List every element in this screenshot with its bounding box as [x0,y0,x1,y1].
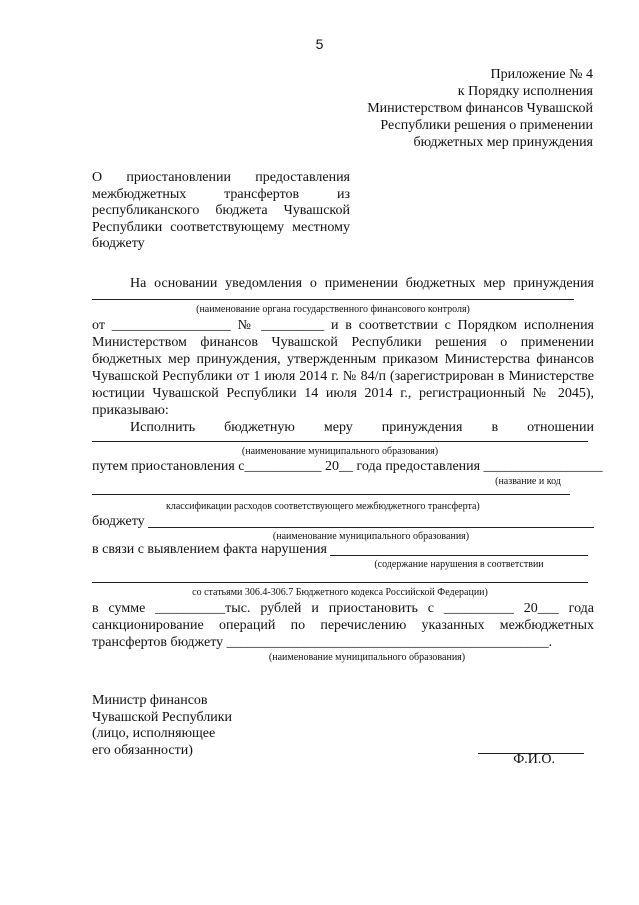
appendix-line: Приложение № 4 [490,67,593,82]
execute-line: Исполнить бюджетную меру принуждения в отношении [130,420,594,435]
paragraph-line: приказываю: [92,403,169,418]
classification-blank [92,494,570,495]
sum-line: санкционирование операций по перечислению указанных межбюджетных [92,618,594,633]
paragraph-line: юстиции Чувашской Республики 14 июля 2014 г., регистрационный № 2045), [92,386,594,401]
budget-blank [148,527,594,528]
violation-blank [330,555,588,556]
document-subject [92,170,350,253]
fio-label: Ф.И.О. [513,752,555,767]
caption-municipal: (наименование муниципального образования) [268,652,466,663]
signature-line: (лицо, исполняющее [92,726,216,741]
appendix-line: бюджетных мер принуждения [413,135,593,150]
budget-label: бюджету [92,514,145,529]
caption-name-code: (название и код [495,476,561,487]
signature-line: Чувашской Республики [92,709,233,725]
intro-line: На основании уведомления о применении бюджетных мер принуждения [130,276,594,291]
appendix-line: Министерством финансов Чувашской [367,101,593,116]
signature-block [92,693,232,759]
violation-label: в связи с выявлением факта нарушения [92,542,327,557]
paragraph-line: Министерством финансов Чувашской Республики решения о применении [92,335,594,350]
appendix-header [333,66,593,151]
subject-line: республиканского бюджета Чувашской [92,203,350,218]
violation-blank-2 [92,582,588,583]
subject-line: О приостановлении предоставления [92,170,350,185]
paragraph-line: Чувашской Республики от 1 июля 2014 г. № 84/п (зарегистрирован в Министерстве [92,369,594,384]
caption-classification: классификации расходов соответствующего межбюджетного трансферта) [166,501,480,512]
municipal-blank [92,441,588,442]
signature-line: Министр финансов [92,693,208,708]
sum-line: в сумме __________тыс. рублей и приостановить с __________ 20___ года [92,601,594,616]
subject-line: межбюджетных трансфертов из [92,186,350,202]
sum-line: трансфертов бюджету ______________________________________________. [92,635,553,650]
caption-municipal: (наименование муниципального образования) [241,446,439,457]
caption-violation: (содержание нарушения в соответствии [374,559,544,570]
from-line: от _________________ № _________ и в соответствии с Порядком исполнения [92,318,594,333]
caption-municipal: (наименование муниципального образования) [272,531,470,542]
caption-organ: (наименование органа государственного финансового контроля) [196,304,470,315]
caption-articles: со статьями 306.4-306.7 Бюджетного кодекса Российской Федерации) [192,587,488,598]
page-number: 5 [315,36,324,52]
organ-blank [92,299,574,300]
subject-line: бюджету [92,236,145,251]
appendix-line: Республики решения о применении [380,118,593,133]
suspend-line: путем приостановления с___________ 20__ года предоставления _________________ [92,459,603,474]
signature-line: его обязанности) [92,742,193,758]
subject-line: Республики соответствующему местному [92,219,350,235]
appendix-line: к Порядку исполнения [457,84,593,99]
paragraph-line: бюджетных мер принуждения, утвержденным приказом Министерства финансов [92,352,594,367]
